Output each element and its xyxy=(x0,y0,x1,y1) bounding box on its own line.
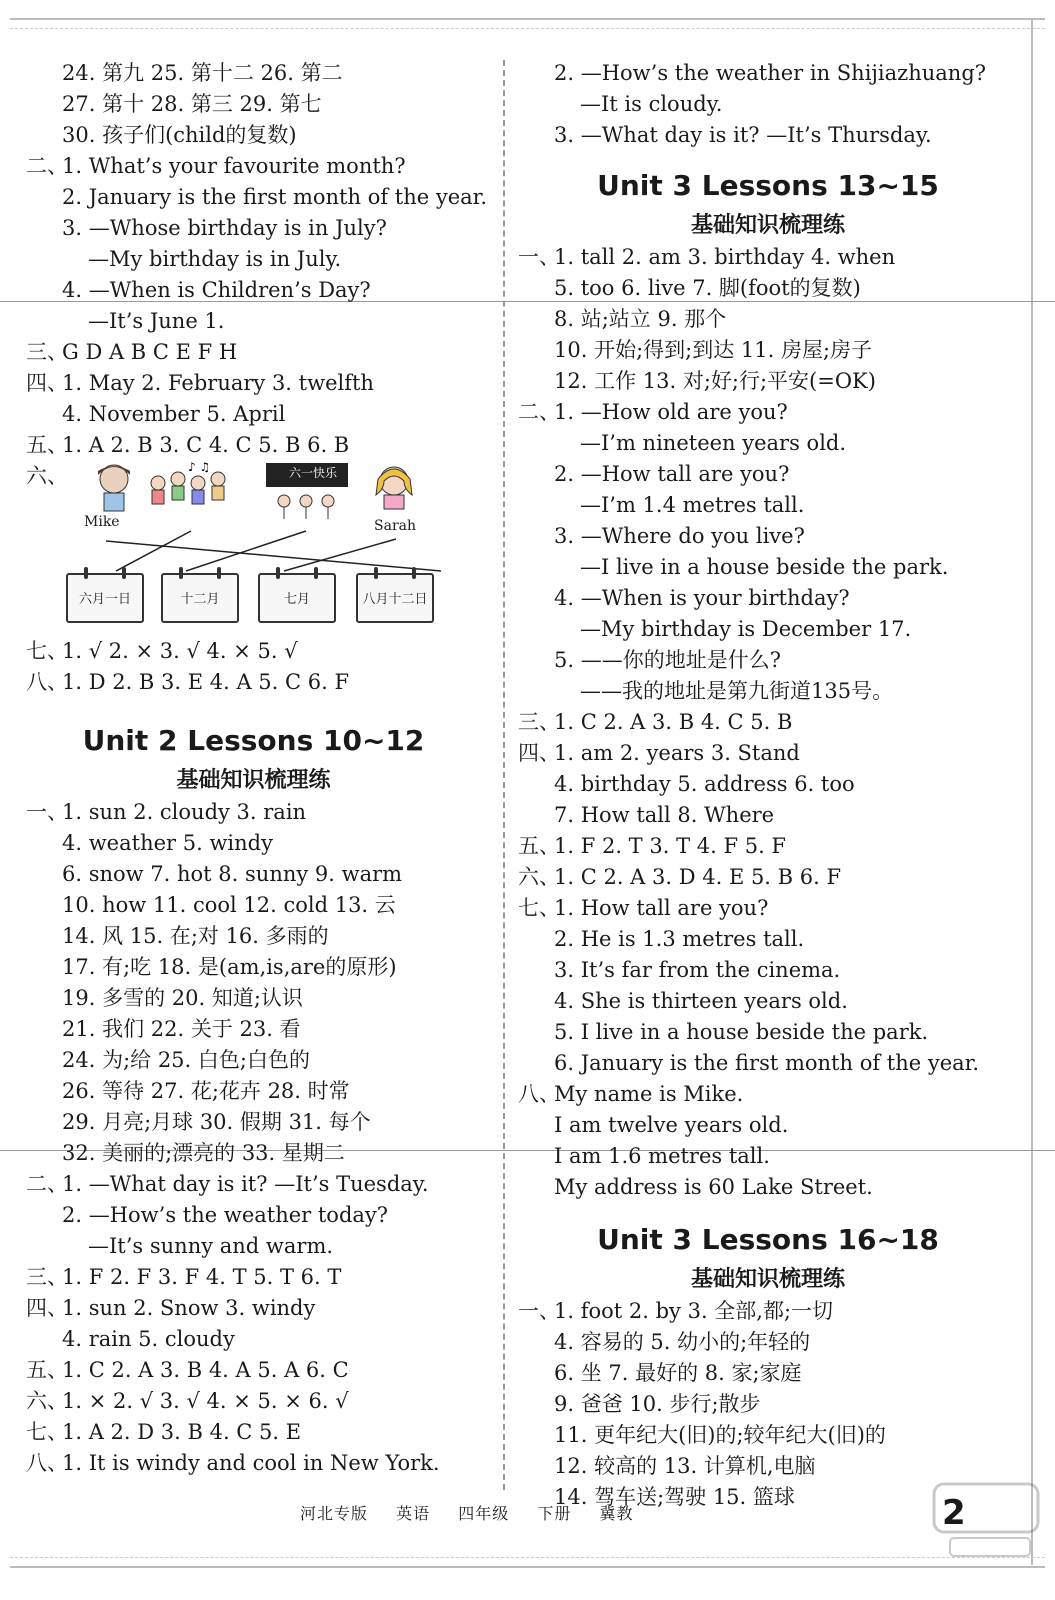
footer-item: 河北专版 xyxy=(300,1504,369,1523)
mike-name: Mike xyxy=(84,514,120,530)
calendar-card: 八月十二日 xyxy=(356,573,434,623)
answer-line xyxy=(518,583,1018,614)
answer-line xyxy=(518,645,1018,676)
answer-line xyxy=(26,952,481,983)
section-label: 六、 xyxy=(26,464,68,488)
answer-text: 1. √ 2. × 3. √ 4. × 5. √ xyxy=(62,639,298,663)
answer-text: —My birthday is December 17. xyxy=(580,617,912,641)
answer-line xyxy=(26,1293,481,1324)
answer-text: 11. 更年纪大(旧)的;较年纪大(旧)的 xyxy=(554,1423,886,1447)
answer-text: 1. A 2. D 3. B 4. C 5. E xyxy=(62,1420,302,1444)
answer-text: 10. how 11. cool 12. cold 13. 云 xyxy=(62,893,396,917)
match-line xyxy=(186,531,306,571)
column-divider xyxy=(503,60,505,1490)
page-number: 2 xyxy=(942,1493,966,1533)
answer-text: 1. tall 2. am 3. birthday 4. when xyxy=(554,245,896,269)
answer-text: 5. I live in a house beside the park. xyxy=(554,1020,929,1044)
section-label: 四、 xyxy=(26,1296,68,1320)
sarah-name: Sarah xyxy=(374,518,416,534)
answer-line xyxy=(518,831,1018,862)
answer-text: 3. —What day is it? —It’s Thursday. xyxy=(554,123,932,147)
footer-item: 英语 xyxy=(396,1504,431,1523)
answer-line xyxy=(518,1172,1018,1203)
answer-line xyxy=(26,368,481,399)
answer-text: 2. —How’s the weather today? xyxy=(62,1203,389,1227)
unit2-answers xyxy=(26,797,481,1479)
answer-line xyxy=(26,213,481,244)
answer-text: 4. She is thirteen years old. xyxy=(554,989,848,1013)
answer-line xyxy=(518,552,1018,583)
answer-line xyxy=(26,1169,481,1200)
section-label: 六、 xyxy=(518,865,560,889)
mike-picture-icon xyxy=(98,465,130,511)
answer-text: 4. 容易的 5. 幼小的;年轻的 xyxy=(554,1330,811,1354)
answer-text: 12. 较高的 13. 计算机,电脑 xyxy=(554,1454,816,1478)
answer-text: 1. C 2. A 3. D 4. E 5. B 6. F xyxy=(554,865,842,889)
answer-text: My address is 60 Lake Street. xyxy=(554,1175,873,1199)
answer-line xyxy=(518,459,1018,490)
answer-line xyxy=(518,1389,1018,1420)
section-label: 三、 xyxy=(26,340,68,364)
answer-text: 2. —How tall are you? xyxy=(554,462,790,486)
answer-text: 6. 坐 7. 最好的 8. 家;家庭 xyxy=(554,1361,802,1385)
answer-line xyxy=(518,1110,1018,1141)
answer-text: 1. sun 2. cloudy 3. rain xyxy=(62,800,307,824)
answer-line xyxy=(26,1045,481,1076)
footer-item: 四年级 xyxy=(458,1504,510,1523)
answer-text: 4. —When is your birthday? xyxy=(554,586,850,610)
answer-text: 3. It’s far from the cinema. xyxy=(554,958,841,982)
answer-text: 21. 我们 22. 关于 23. 看 xyxy=(62,1017,301,1041)
answer-text: 32. 美丽的;漂亮的 33. 星期二 xyxy=(62,1141,345,1165)
section-label: 六、 xyxy=(26,1389,68,1413)
answer-line xyxy=(518,862,1018,893)
answer-line xyxy=(518,1420,1018,1451)
section-label: 五、 xyxy=(26,433,68,457)
answer-text: 5. too 6. live 7. 脚(foot的复数) xyxy=(554,276,861,300)
banner-text: 六一快乐 xyxy=(288,466,337,480)
left-top-answers xyxy=(26,58,488,461)
answer-text: 8. 站;站立 9. 那个 xyxy=(554,307,727,331)
right-top-answers xyxy=(518,58,1018,151)
answer-text: 4. birthday 5. address 6. too xyxy=(554,772,855,796)
sarah-picture-icon xyxy=(376,467,412,509)
answer-line xyxy=(518,1079,1018,1110)
section-label: 四、 xyxy=(518,741,560,765)
section-label: 一、 xyxy=(518,1299,560,1323)
footer-item: 下册 xyxy=(537,1504,572,1523)
answer-line xyxy=(518,428,1018,459)
section-label: 一、 xyxy=(26,800,68,824)
answer-text: ——我的地址是第九街道135号。 xyxy=(580,679,894,703)
answer-line xyxy=(518,120,1018,151)
section-label: 八、 xyxy=(26,1451,68,1475)
answer-line xyxy=(26,1107,481,1138)
calendar-card: 七月 xyxy=(258,573,336,623)
answer-text: 27. 第十 28. 第三 29. 第七 xyxy=(62,92,322,116)
answer-line xyxy=(518,1358,1018,1389)
answer-text: 1. It is windy and cool in New York. xyxy=(62,1451,440,1475)
answer-line xyxy=(518,397,1018,428)
answer-line xyxy=(26,58,481,89)
left-mid-answers xyxy=(26,636,481,698)
answer-text: G D A B C E F H xyxy=(62,340,238,364)
answer-line xyxy=(26,430,481,461)
answer-text: —My birthday is in July. xyxy=(88,247,342,271)
answer-line xyxy=(26,1417,481,1448)
section-label: 七、 xyxy=(518,896,560,920)
answer-text: 1. —What day is it? —It’s Tuesday. xyxy=(62,1172,429,1196)
left-column xyxy=(26,58,488,1479)
matching-section xyxy=(26,461,481,636)
unit3-lessons13-15-answers xyxy=(518,242,1018,1203)
answer-text: 1. am 2. years 3. Stand xyxy=(554,741,800,765)
answer-line xyxy=(26,636,481,667)
answer-text: 24. 为;给 25. 白色;白色的 xyxy=(62,1048,310,1072)
answer-line xyxy=(518,955,1018,986)
answer-line xyxy=(26,120,481,151)
answer-line xyxy=(26,797,481,828)
paper-edge-top xyxy=(10,18,1045,29)
answer-text: 1. sun 2. Snow 3. windy xyxy=(62,1296,316,1320)
answer-line xyxy=(26,828,481,859)
answer-text: 1. May 2. February 3. twelfth xyxy=(62,371,374,395)
answer-text: —It’s sunny and warm. xyxy=(88,1234,334,1258)
unit-title: Unit 3 Lessons 13~15 xyxy=(597,169,939,202)
match-line xyxy=(106,541,441,571)
footer-item: 冀教 xyxy=(599,1504,634,1523)
answer-text: 14. 风 15. 在;对 16. 多雨的 xyxy=(62,924,329,948)
answer-line xyxy=(26,275,481,306)
footer xyxy=(300,1501,760,1531)
answer-line xyxy=(26,1014,481,1045)
answer-text: 26. 等待 27. 花;花卉 28. 时常 xyxy=(62,1079,350,1103)
answer-line xyxy=(518,521,1018,552)
section-label: 五、 xyxy=(518,834,560,858)
answer-line xyxy=(518,304,1018,335)
answer-text: 3. —Whose birthday is in July? xyxy=(62,216,387,240)
right-column xyxy=(518,58,1018,1513)
answer-text: 24. 第九 25. 第十二 26. 第二 xyxy=(62,61,343,85)
answer-text: 1. What’s your favourite month? xyxy=(62,154,406,178)
answer-text: 9. 爸爸 10. 步行;散步 xyxy=(554,1392,761,1416)
answer-text: 14. 驾车送;驾驶 15. 篮球 xyxy=(554,1485,795,1509)
answer-line xyxy=(26,244,481,275)
answer-line xyxy=(518,273,1018,304)
answer-line xyxy=(518,1451,1018,1482)
answer-line xyxy=(26,1076,481,1107)
answer-line xyxy=(26,1231,481,1262)
answer-line xyxy=(518,924,1018,955)
section-label: 五、 xyxy=(26,1358,68,1382)
unit-subtitle: 基础知识梳理练 xyxy=(176,768,331,793)
calendar-card: 六月一日 xyxy=(66,573,144,623)
answer-text: 1. foot 2. by 3. 全部,都;一切 xyxy=(554,1299,834,1323)
answer-line xyxy=(518,1327,1018,1358)
section-label: 八、 xyxy=(518,1082,560,1106)
answer-line xyxy=(518,366,1018,397)
answer-line xyxy=(518,893,1018,924)
answer-line xyxy=(26,151,481,182)
answer-text: 1. D 2. B 3. E 4. A 5. C 6. F xyxy=(62,670,350,694)
answer-text: 1. —How old are you? xyxy=(554,400,788,424)
answer-text: 6. January is the first month of the year. xyxy=(554,1051,980,1075)
watermark-logo xyxy=(930,1480,1042,1562)
answer-line xyxy=(26,859,481,890)
answer-line xyxy=(26,1200,481,1231)
answer-text: 2. January is the first month of the year. xyxy=(62,185,488,209)
answer-text: —I’m 1.4 metres tall. xyxy=(580,493,805,517)
answer-line xyxy=(26,399,481,430)
answer-text: 3. —Where do you live? xyxy=(554,524,805,548)
answer-text: 30. 孩子们(child的复数) xyxy=(62,123,297,147)
paper-edge-bottom xyxy=(10,1557,1045,1568)
answer-line xyxy=(518,1017,1018,1048)
answer-text: 1. C 2. A 3. B 4. A 5. A 6. C xyxy=(62,1358,349,1382)
calendar-card: 十二月 xyxy=(161,573,239,623)
answer-text: 2. He is 1.3 metres tall. xyxy=(554,927,805,951)
answer-text: 1. × 2. √ 3. √ 4. × 5. × 6. √ xyxy=(62,1389,349,1413)
section-label: 四、 xyxy=(26,371,68,395)
answer-line xyxy=(26,337,481,368)
paper-edge-right xyxy=(1031,18,1043,1565)
answer-text: —It is cloudy. xyxy=(580,92,723,116)
answer-text: 1. How tall are you? xyxy=(554,896,769,920)
answer-line xyxy=(26,1262,481,1293)
answer-line xyxy=(26,1138,481,1169)
section-label: 二、 xyxy=(26,1172,68,1196)
answer-line xyxy=(26,182,488,213)
children-dancing-icon xyxy=(151,461,225,504)
answer-line xyxy=(518,614,1018,645)
unit-subtitle: 基础知识梳理练 xyxy=(690,1267,845,1292)
answer-line xyxy=(518,242,1018,273)
svg-text:♪ ♫: ♪ ♫ xyxy=(188,461,211,474)
answer-line xyxy=(26,1448,481,1479)
match-line xyxy=(116,531,191,571)
answer-text: I am twelve years old. xyxy=(554,1113,789,1137)
answer-text: My name is Mike. xyxy=(554,1082,744,1106)
answer-line xyxy=(518,1296,1018,1327)
answer-text: 4. November 5. April xyxy=(62,402,286,426)
answer-line xyxy=(26,1324,481,1355)
section-label: 三、 xyxy=(518,710,560,734)
answer-line xyxy=(26,89,481,120)
answer-line xyxy=(26,921,481,952)
answer-line xyxy=(518,676,1018,707)
answer-text: 1. F 2. F 3. F 4. T 5. T 6. T xyxy=(62,1265,342,1289)
answer-line xyxy=(518,490,1018,521)
section-label: 二、 xyxy=(26,154,68,178)
answer-line xyxy=(26,306,481,337)
answer-line xyxy=(26,890,481,921)
unit-title: Unit 2 Lessons 10~12 xyxy=(82,724,425,757)
answer-line xyxy=(518,800,1018,831)
answer-line xyxy=(26,1386,481,1417)
answer-line xyxy=(518,707,1018,738)
section-label: 七、 xyxy=(26,639,68,663)
answer-line xyxy=(26,667,481,698)
answer-line xyxy=(518,335,1018,366)
answer-text: 17. 有;吃 18. 是(am,is,are的原形) xyxy=(62,955,397,979)
answer-line xyxy=(518,769,1018,800)
answer-text: 6. snow 7. hot 8. sunny 9. warm xyxy=(62,862,403,886)
answer-line xyxy=(518,738,1018,769)
answer-line xyxy=(518,1048,1018,1079)
answer-text: 12. 工作 13. 对;好;行;平安(=OK) xyxy=(554,369,876,393)
answer-text: 29. 月亮;月球 30. 假期 31. 每个 xyxy=(62,1110,371,1134)
answer-text: 10. 开始;得到;到达 11. 房屋;房子 xyxy=(554,338,873,362)
answer-text: 5. ——你的地址是什么? xyxy=(554,648,781,672)
section-label: 七、 xyxy=(26,1420,68,1444)
unit-title: Unit 3 Lessons 16~18 xyxy=(597,1223,939,1256)
answer-text: 19. 多雪的 20. 知道;认识 xyxy=(62,986,303,1010)
section-label: 二、 xyxy=(518,400,560,424)
answer-line xyxy=(518,58,1018,89)
answer-text: 1. C 2. A 3. B 4. C 5. B xyxy=(554,710,793,734)
section-label: 三、 xyxy=(26,1265,68,1289)
answer-text: 1. A 2. B 3. C 4. C 5. B 6. B xyxy=(62,433,350,457)
answer-text: —I live in a house beside the park. xyxy=(580,555,949,579)
section-label: 八、 xyxy=(26,670,68,694)
answer-line xyxy=(518,1141,1018,1172)
answer-line xyxy=(518,89,1018,120)
answer-text: 1. F 2. T 3. T 4. F 5. F xyxy=(554,834,786,858)
section-label: 一、 xyxy=(518,245,560,269)
answer-line xyxy=(26,983,481,1014)
answer-line xyxy=(26,1355,481,1386)
answer-text: 2. —How’s the weather in Shijiazhuang? xyxy=(554,61,987,85)
answer-text: I am 1.6 metres tall. xyxy=(554,1144,770,1168)
answer-text: 4. —When is Children’s Day? xyxy=(62,278,371,302)
unit-subtitle: 基础知识梳理练 xyxy=(690,213,845,238)
answer-text: —I’m nineteen years old. xyxy=(580,431,847,455)
answer-text: —It’s June 1. xyxy=(88,309,225,333)
answer-text: 4. rain 5. cloudy xyxy=(62,1327,235,1351)
answer-line xyxy=(518,986,1018,1017)
answer-text: 4. weather 5. windy xyxy=(62,831,273,855)
answer-text: 7. How tall 8. Where xyxy=(554,803,775,827)
